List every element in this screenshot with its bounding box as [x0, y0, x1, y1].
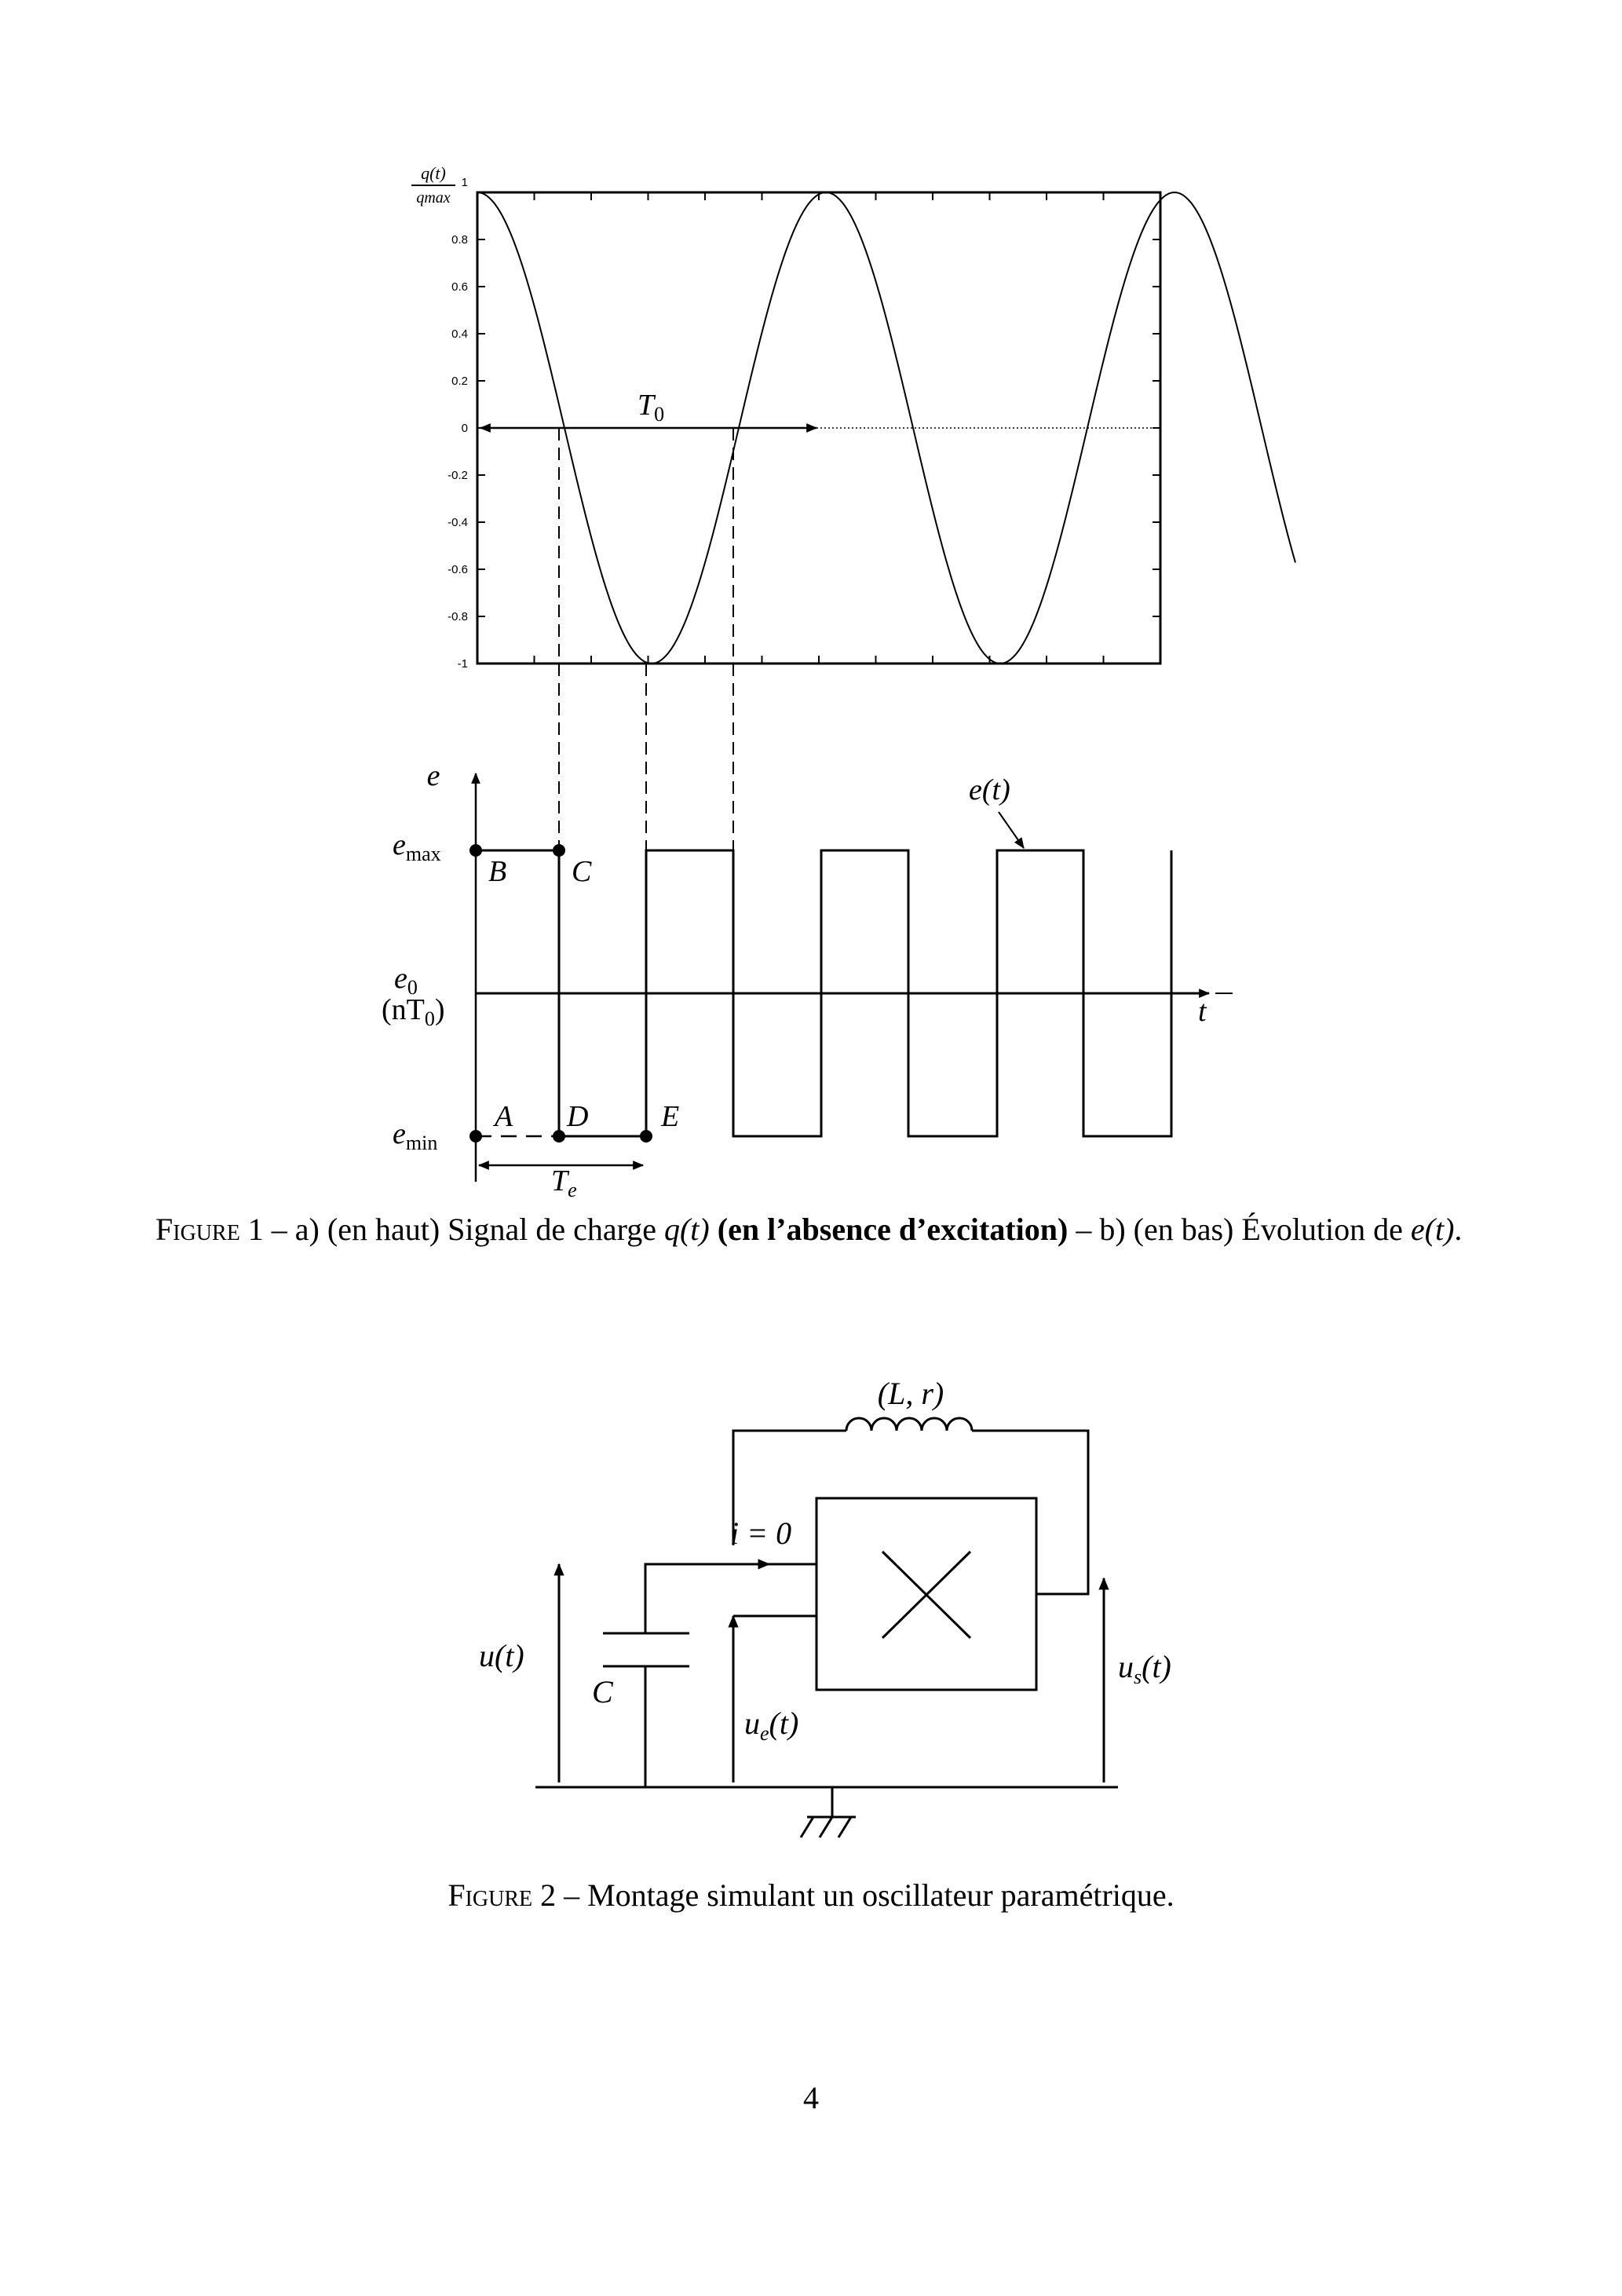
us-voltage-label: $u_s(t)$: [1118, 1649, 1171, 1688]
point-E-label: E: [661, 1100, 680, 1133]
charge-ylabel-numerator: q(t): [421, 163, 446, 183]
figure-1-caption-space: [710, 1212, 718, 1247]
point-C-label: C: [572, 855, 592, 888]
period-T0-label: $T_0$: [637, 389, 665, 426]
figure-1-caption-text-1: – a) (en haut) Signal de charge: [263, 1212, 664, 1247]
point-A-label: A: [495, 1100, 513, 1133]
y-tick-label: -0.4: [448, 516, 468, 529]
figure-1-caption-q: q(t): [663, 1212, 710, 1247]
e-axis-label: e: [426, 759, 440, 792]
page-number: 4: [803, 2080, 819, 2115]
figure-1-caption-end: .: [1454, 1212, 1463, 1247]
point-B-label: B: [488, 855, 507, 888]
inductor-coil: [846, 1418, 972, 1431]
y-tick-label: 0: [461, 422, 468, 435]
point-C: [553, 844, 565, 857]
point-D-label: D: [567, 1100, 589, 1133]
figure-2-caption-text: – Montage simulant un oscillateur paramétrique.: [556, 1877, 1174, 1913]
y-tick-label: -0.2: [448, 469, 468, 482]
capacitor-label: C: [592, 1674, 613, 1709]
ground-hatch-2: [820, 1817, 832, 1837]
ue-voltage-label: $u_e(t)$: [744, 1706, 799, 1745]
inductor-wire-right: [972, 1431, 1088, 1594]
t-axis-label: t: [1198, 995, 1207, 1028]
e-min-label: $e_{min}$: [393, 1117, 438, 1154]
point-A: [469, 1130, 482, 1143]
y-tick-label: -0.8: [448, 610, 468, 623]
inductor-label: (L, r): [877, 1376, 944, 1411]
nT0-label: $(nT_0)$: [382, 993, 445, 1030]
figure-2-caption: [0, 1877, 1622, 1914]
figure-1-caption-prefix: Figure 1: [155, 1212, 264, 1247]
figure-2-caption-prefix: Figure 2: [448, 1877, 557, 1913]
signal-e-label: e(t): [969, 773, 1010, 806]
y-tick-label: 1: [461, 176, 468, 189]
ground-hatch-3: [838, 1817, 851, 1837]
y-tick-label: -1: [457, 657, 468, 671]
y-tick-label: 0.8: [451, 233, 468, 247]
u-voltage-label: u(t): [479, 1638, 524, 1673]
charge-ylabel-denominator: qmax: [416, 189, 451, 207]
point-E: [640, 1130, 652, 1143]
input-wire-capacitor: [645, 1564, 816, 1633]
y-axis-ticks: [448, 176, 1160, 671]
y-tick-label: -0.6: [448, 563, 468, 576]
figure-2-circuit: [0, 1335, 1622, 1885]
current-label: i = 0: [730, 1515, 792, 1551]
figure-1-caption-e: e(t): [1410, 1212, 1455, 1247]
y-tick-label: 0.4: [451, 327, 468, 341]
signal-e-pointer: [999, 812, 1024, 848]
point-D: [553, 1130, 565, 1143]
e0-label: $e_0$: [394, 962, 418, 999]
e-max-label: $e_{max}$: [393, 828, 441, 865]
point-B: [469, 844, 482, 857]
y-tick-label: 0.6: [451, 280, 468, 294]
period-Te-label: $T_e$: [551, 1164, 577, 1201]
figure-1-caption-bold: (en l’absence d’excitation): [717, 1212, 1069, 1247]
figure-1-caption: [155, 1211, 1468, 1249]
y-tick-label: 0.2: [451, 375, 468, 388]
ground-hatch-1: [801, 1817, 813, 1837]
figure-1-caption-text-2: – b) (en bas) Évolution de: [1068, 1212, 1411, 1247]
